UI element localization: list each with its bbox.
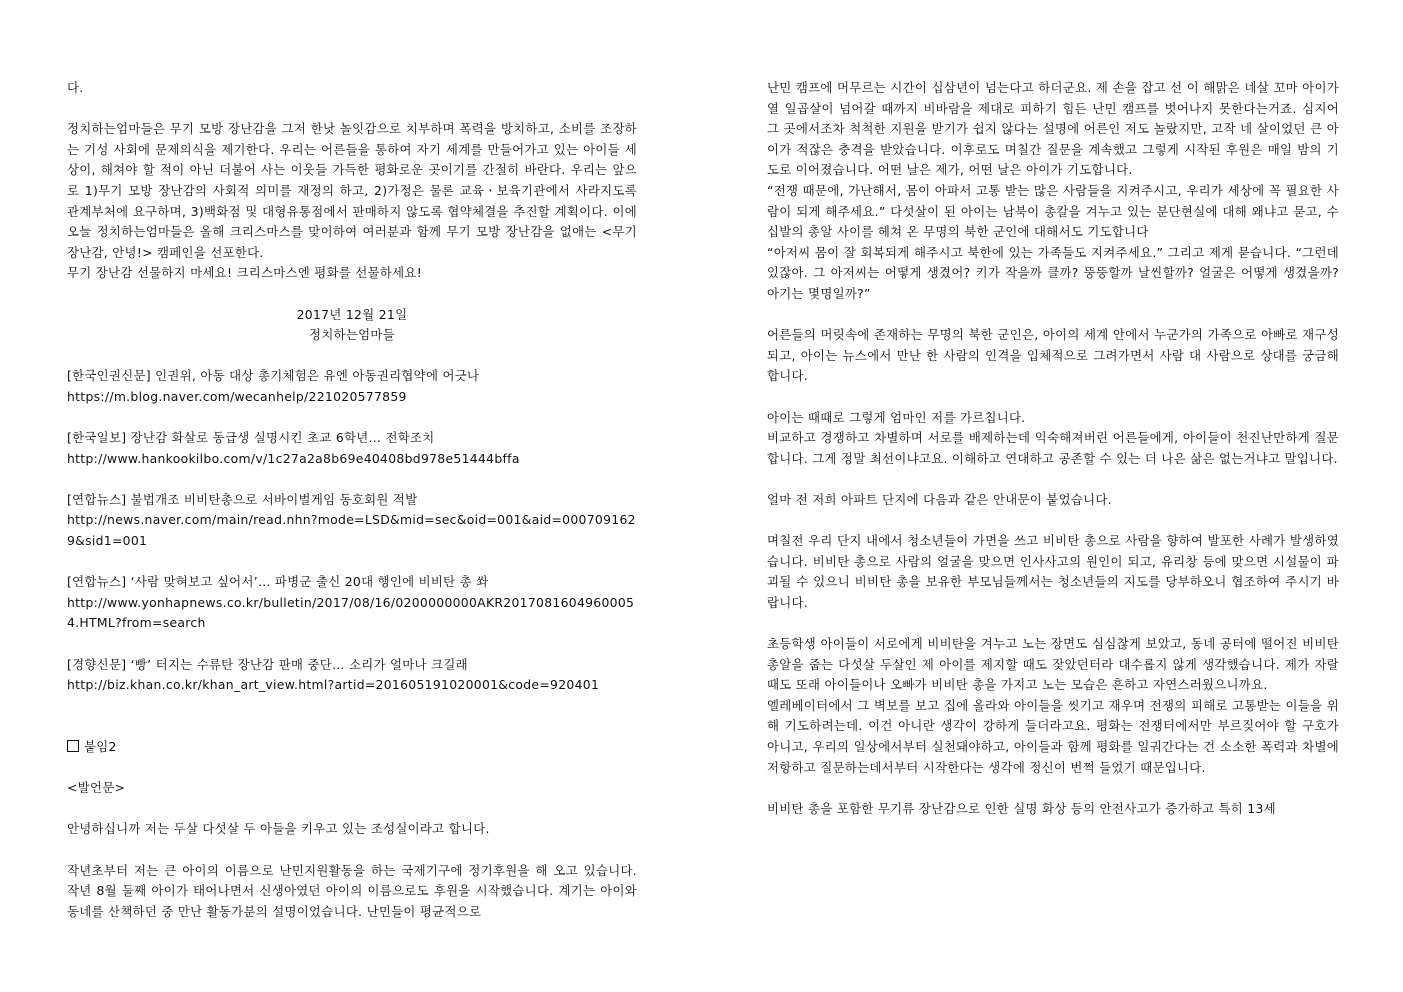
right-page xyxy=(767,78,1339,819)
reference-title: [한국일보] 장난감 화살로 동급생 실명시킨 초교 6학년… 전학조치 xyxy=(67,430,435,446)
reference-url: https://m.blog.naver.com/wecanhelp/221020577859 xyxy=(67,388,407,404)
paragraph: 정치하는엄마들은 무기 모방 장난감을 그저 한낫 놀잇감으로 치부하며 폭력을 방치하고, 소비를 조장하는 기성 사회에 문제의식을 제기한다. 우리는 어른들을 통하여 자기 세계를 만들어가고 있는 아이들 세상이, 해쳐야 할 적이 아닌 더불어 사는 이웃들 가득한 평화로운 곳이기를 간절히 바란다. 우리는 앞으로 1)무기 모방 장난감의 사회적 의미를 재정의 하고, 2)가정은 물론 교육ㆍ보육기관에서 사라지도록 관계부처에 요구하며, 3)백화점 및 대형유통점에서 판매하지 않도록 협약체결을 추진할 계획이다. 이에 오늘 정치하는엄마들은 올해 크리스마스를 맞이하여 여러분과 함께 무기 모방 장난감을 없애는 <무기 장난감, 안녕!> 캠페인을 선포한다. xyxy=(67,121,637,260)
paragraph: 비비탄 총을 포함한 무기류 장난감으로 인한 실명 화상 등의 안전사고가 증가하고 특히 13세 xyxy=(767,800,1276,816)
paragraph: 어른들의 머릿속에 존재하는 무명의 북한 군인은, 아이의 세계 안에서 누군가의 가족으로 아빠로 재구성되고, 아이는 뉴스에서 만난 한 사람의 인격을 입체적으로 그려가면서 사람 대 사람으로 상대를 궁금해합니다. xyxy=(767,327,1339,384)
attachment-label: 붙임2 xyxy=(84,739,117,754)
paragraph: 초등학생 아이들이 서로에게 비비탄을 겨누고 노는 장면도 심심찮게 보았고, 동네 공터에 떨어진 비비탄 총알을 줍는 다섯살 두살인 제 아이를 제지할 때도 잦았던터라 대수롭지 않게 생각했습니다. 제가 자랄 때도 또래 아이들이나 오빠가 비비탄 총을 가지고 노는 모습은 흔하고 자연스러웠으니까요. xyxy=(767,636,1339,693)
reference-url: http://www.hankookilbo.com/v/1c27a2a8b69e40408bd978e51444bffa xyxy=(67,450,520,466)
paragraph: 아이는 때때로 그렇게 엄마인 저를 가르칩니다. xyxy=(767,409,1026,425)
reference-title: [한국인권신문] 인권위, 아동 대상 총기체험은 유엔 아동권리협약에 어긋나 xyxy=(67,368,480,384)
paragraph: 작년초부터 저는 큰 아이의 이름으로 난민지원활동을 하는 국제기구에 정기후원을 해 오고 있습니다. 작년 8월 둘째 아이가 태어나면서 신생아였던 아이의 이름으로도 후원을 시작했습니다. 계기는 아이와 동네를 산책하던 중 만난 활동가분의 설명이었습니다. 난민들이 평균적으로 xyxy=(67,862,637,919)
paragraph: 엘레베이터에서 그 벽보를 보고 집에 올라와 아이들을 씻기고 재우며 전쟁의 피해로 고통받는 이들을 위해 기도하려는데. 이건 아니란 생각이 강하게 들더라고요. 평화는 전쟁터에서만 부르짖어야 할 구호가 아니고, 우리의 일상에서부터 실천돼야하고, 아이들과 함께 평화를 일궈간다는 건 소소한 폭력과 차별에 저항하고 질문하는데서부터 시작한다는 생각에 정신이 번쩍 들었기 때문입니다. xyxy=(767,697,1339,775)
reference-title: [경향신문] ‘빵’ 터지는 수류탄 장난감 판매 중단… 소리가 얼마나 크길래 xyxy=(67,656,468,672)
notice-quote: 며칠전 우리 단지 내에서 청소년들이 가면을 쓰고 비비탄 총으로 사람을 향하여 발포한 사례가 발생하였습니다. 비비탄 총으로 사람의 얼굴을 맞으면 인사사고의 원인이 되고, 유리창 등에 맞으면 시설물이 파괴될 수 있으니 비비탄 총을 보유한 부모님들께서는 청소년들의 지도를 당부하오니 협조하여 주시기 바랍니다. xyxy=(767,533,1339,610)
speech-heading: <발언문> xyxy=(67,780,126,796)
paragraph: “아저씨 몸이 잘 회복되게 해주시고 북한에 있는 가족들도 지켜주세요.” 그리고 제게 묻습니다. “그런데 있잖아. 그 아저씨는 어떻게 생겼어? 키가 작을까 클까? 뚱뚱할까 날씬할까? 얼굴은 어떻게 생겼을까? 아기는 몇명일까?” xyxy=(767,244,1339,301)
reference-url: http://www.yonhapnews.co.kr/bulletin/2017/08/16/0200000000AKR20170816049600054.HTML?from=search xyxy=(67,594,635,631)
reference-title: [연합뉴스] ‘사람 맞혀보고 싶어서’… 파병군 출신 20대 행인에 비비탄 총 쏴 xyxy=(67,574,489,590)
reference-url: http://news.naver.com/main/read.nhn?mode=LSD&mid=sec&oid=001&aid=0007091629&sid1=001 xyxy=(67,512,636,549)
statement-date: 2017년 12월 21일 xyxy=(296,306,408,322)
reference-title: [연합뉴스] 불법개조 비비탄총으로 서바이벌게임 동호회원 적발 xyxy=(67,491,418,507)
paragraph: 다. xyxy=(67,80,84,95)
paragraph: 난민 캠프에 머무르는 시간이 십삼년이 넘는다고 하더군요. 제 손을 잡고 선 이 해맑은 네살 꼬마 아이가 열 일곱살이 넘어갈 때까지 비바람을 제대로 피하기 힘든 난민 캠프를 벗어나지 못한다는거죠. 심지어 그 곳에서조차 척척한 지원을 받기가 쉽지 않다는 설명에 어른인 저도 놀랐지만, 고작 네 살이었던 큰 아이가 적잖은 충격을 받았습니다. 이후로도 며칠간 질문을 계속했고 그렇게 시작된 후원은 매일 밤의 기도로 이어졌습니다. 어떤 날은 제가, 어떤 날은 아이가 기도합니다. xyxy=(767,80,1339,178)
paragraph: 무기 장난감 선물하지 마세요! 크리스마스엔 평화를 선물하세요! xyxy=(67,265,422,281)
left-page xyxy=(67,78,637,922)
attachment-heading xyxy=(67,737,637,758)
paragraph: 비교하고 경쟁하고 차별하며 서로를 배제하는데 익숙해져버린 어른들에게, 아이들이 천진난만하게 질문합니다. 그게 정말 최선이냐고요. 이해하고 연대하고 공존할 수 있는 더 나은 삶은 없는거냐고 말입니다. xyxy=(767,430,1339,466)
paragraph: “전쟁 때문에, 가난해서, 몸이 아파서 고통 받는 많은 사람들을 지켜주시고, 우리가 세상에 꼭 필요한 사람이 되게 해주세요.” 다섯살이 된 아이는 남북이 총칼을 겨누고 있는 분단현실에 대해 왜냐고 묻고, 수십발의 총알 사이를 헤쳐 온 무명의 북한 군인에 대해서도 기도합니다 xyxy=(767,182,1339,240)
paragraph: 얼마 전 저희 아파트 단지에 다음과 같은 안내문이 붙었습니다. xyxy=(767,491,1112,507)
statement-signature: 정치하는엄마들 xyxy=(309,327,395,343)
reference-url: http://biz.khan.co.kr/khan_art_view.html?artid=201605191020001&code=920401 xyxy=(67,677,600,693)
paragraph: 안녕하십니까 저는 두살 다섯살 두 아들을 키우고 있는 조성실이라고 합니다. xyxy=(67,821,490,837)
checkbox-square-icon xyxy=(67,740,79,752)
